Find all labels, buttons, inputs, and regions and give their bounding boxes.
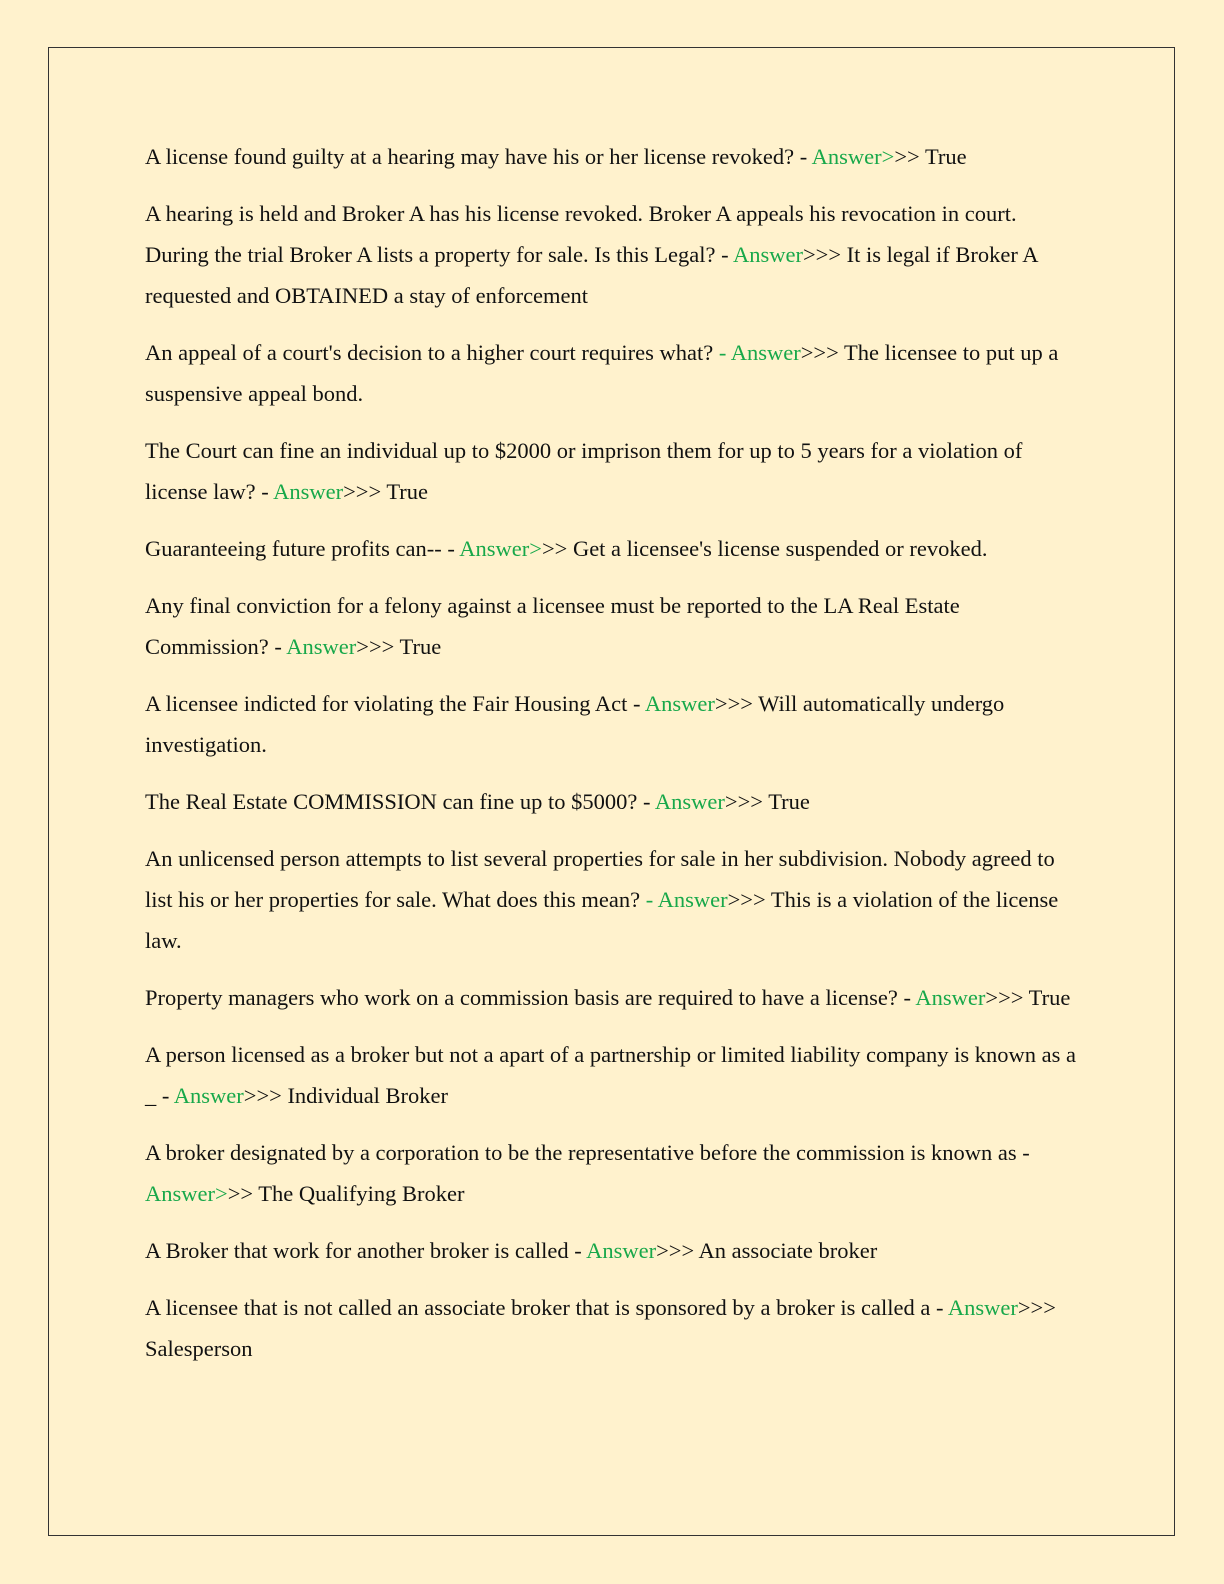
question-text: The Real Estate COMMISSION can fine up to $5000? - [145, 789, 655, 814]
answer-text: >>> True [343, 479, 429, 504]
question-text: A licensee that is not called an associate broker that is sponsored by a broker is called a - [145, 1295, 948, 1320]
qa-item [145, 781, 1085, 822]
qa-list [145, 136, 1085, 1385]
answer-text: >>> It is legal if Broker A requested and OBTAINED a stay of enforcement [145, 242, 1038, 308]
qa-item [145, 528, 1085, 569]
answer-text: >>> Will automatically undergo investigation. [145, 691, 1005, 757]
question-text: A license found guilty at a hearing may have his or her license revoked? - [145, 144, 812, 169]
answer-text: >>> Salesperson [145, 1295, 1056, 1361]
question-text: Any final conviction for a felony against a licensee must be reported to the LA Real Estate Commission? - [145, 593, 960, 659]
answer-label: - Answer [718, 340, 801, 365]
answer-text: >>> An associate broker [656, 1238, 878, 1263]
answer-text: >> True [894, 144, 967, 169]
question-text: An appeal of a court's decision to a higher court requires what? [145, 340, 719, 365]
question-text: A person licensed as a broker but not a apart of a partnership or limited liability company is known as a _ - [145, 1042, 1077, 1108]
answer-text: >>> This is a violation of the license law. [145, 887, 1059, 953]
answer-label: Answer> [145, 1181, 228, 1206]
qa-item [145, 332, 1085, 414]
answer-label: Answer [644, 691, 715, 716]
qa-item [145, 977, 1085, 1018]
answer-label: Answer [286, 634, 357, 659]
answer-label: Answer [173, 1083, 244, 1108]
qa-item [145, 193, 1085, 316]
question-text: A licensee indicted for violating the Fair Housing Act - [145, 691, 645, 716]
answer-label: Answer [947, 1295, 1018, 1320]
answer-text: >>> True [985, 985, 1071, 1010]
answer-text: >>> True [724, 789, 810, 814]
answer-text: >> The Qualifying Broker [227, 1181, 465, 1206]
qa-item [145, 585, 1085, 667]
answer-label: Answer> [459, 536, 542, 561]
question-text: The Court can fine an individual up to $2000 or imprison them for up to 5 years for a violation of license law? - [145, 438, 1023, 504]
answer-label: Answer> [811, 144, 895, 169]
qa-item [145, 1287, 1085, 1369]
answer-label: Answer [915, 985, 986, 1010]
answer-label: Answer [273, 479, 344, 504]
qa-item [145, 136, 1085, 177]
answer-label: Answer [586, 1238, 657, 1263]
qa-item [145, 430, 1085, 512]
answer-label: Answer [733, 242, 803, 267]
qa-item [145, 1132, 1085, 1214]
question-text: A Broker that work for another broker is called - [145, 1238, 587, 1263]
qa-item [145, 1034, 1085, 1116]
question-text: Property managers who work on a commission basis are required to have a license? - [145, 985, 916, 1010]
question-text: Guaranteeing future profits can-- - [145, 536, 460, 561]
answer-label: - Answer [645, 887, 728, 912]
qa-item [145, 1230, 1085, 1271]
question-text: A hearing is held and Broker A has his license revoked. Broker A appeals his revocation in court. During the trial Broker A lists a property for sale. Is this Legal? - [145, 201, 1017, 267]
question-text: A broker designated by a corporation to be the representative before the commission is known as - [145, 1140, 1030, 1165]
answer-text: >>> The licensee to put up a suspensive appeal bond. [145, 340, 1059, 406]
answer-text: >>> True [356, 634, 442, 659]
answer-label: Answer [654, 789, 725, 814]
qa-item [145, 683, 1085, 765]
answer-text: >>> Individual Broker [243, 1083, 449, 1108]
qa-item [145, 838, 1085, 961]
question-text: An unlicensed person attempts to list several properties for sale in her subdivision. Nobody agreed to list his or her properties for sale. What does this mean? [145, 846, 1055, 912]
answer-text: >> Get a licensee's license suspended or revoked. [541, 536, 988, 561]
